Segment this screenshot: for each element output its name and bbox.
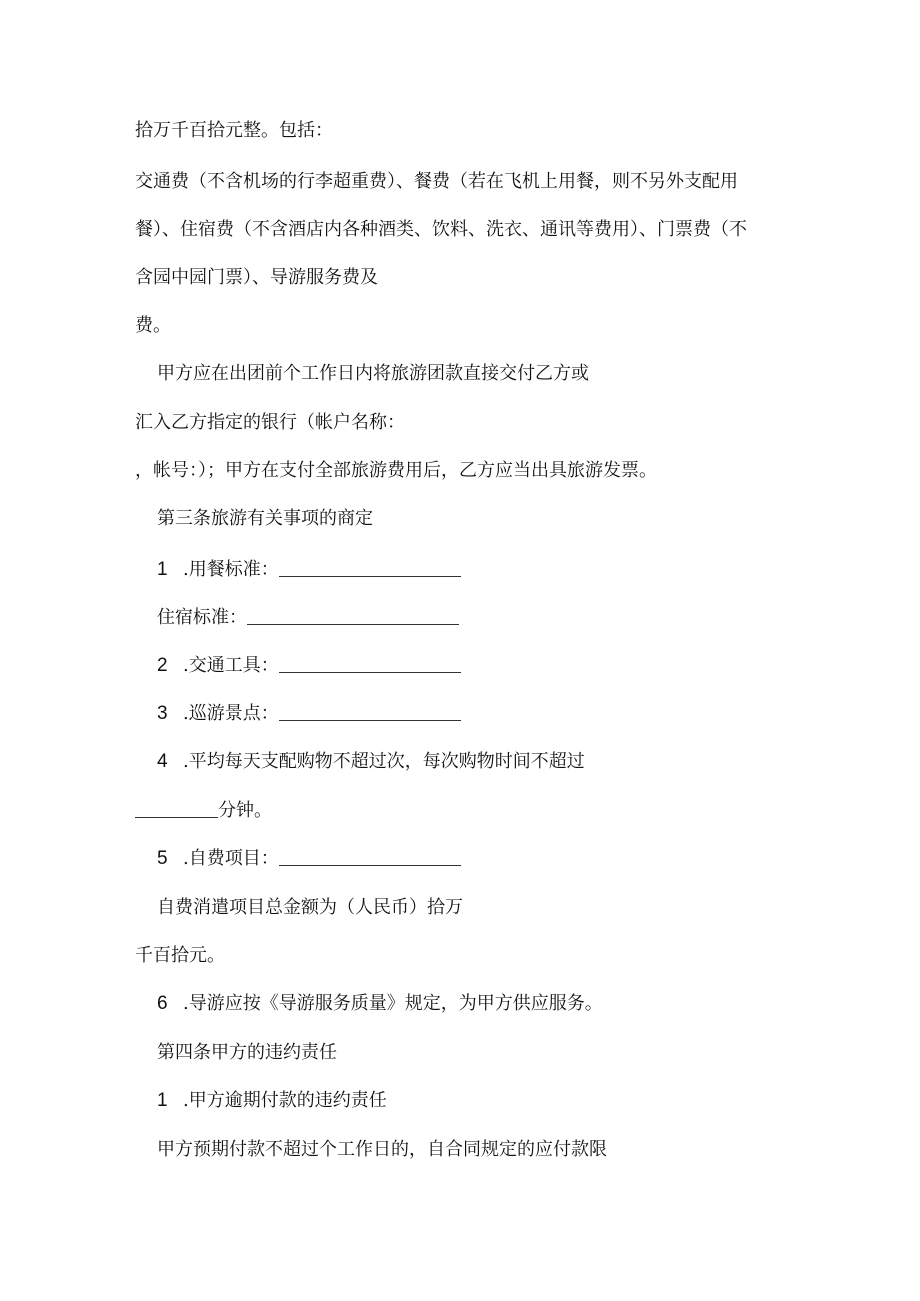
fill-in-blank [279, 654, 461, 673]
line-text: 含园中园门票）、导游服务费及 [135, 267, 378, 288]
list-item [157, 606, 459, 630]
list-item [157, 702, 461, 726]
text-line [135, 459, 657, 483]
fill-in-blank [279, 847, 461, 866]
line-text: 甲方预期付款不超过个工作日的，自合同规定的应付款限 [157, 1139, 607, 1160]
section-heading [157, 1041, 337, 1065]
list-item [157, 992, 603, 1016]
list-item [157, 558, 461, 582]
line-text: 千百拾元。 [135, 945, 225, 966]
item-label: .导游应按《导游服务质量》规定，为甲方供应服务。 [183, 993, 603, 1014]
line-text: 汇入乙方指定的银行（帐户名称： [135, 412, 405, 433]
fill-in-blank [279, 558, 461, 577]
item-number: 4 [157, 751, 168, 772]
item-label: .用餐标准： [183, 559, 279, 580]
text-line [135, 944, 225, 968]
line-text: 第四条甲方的违约责任 [157, 1042, 337, 1063]
list-item [157, 750, 585, 774]
text-line [157, 362, 589, 386]
text-line [135, 170, 738, 194]
line-text: 交通费（不含机场的行李超重费）、餐费（若在飞机上用餐，则不另外支配用 [135, 171, 738, 192]
text-line [157, 896, 463, 920]
line-text: ，帐号：）；甲方在支付全部旅游费用后，乙方应当出具旅游发票。 [135, 460, 657, 481]
item-number: 6 [157, 993, 168, 1014]
item-label: .交通工具： [183, 655, 279, 676]
item-label: .甲方逾期付款的违约责任 [183, 1090, 387, 1111]
item-number: 1 [157, 1090, 168, 1111]
fill-in-blank [135, 799, 218, 818]
fill-in-blank [279, 702, 461, 721]
line-text: 第三条旅游有关事项的商定 [157, 508, 373, 529]
text-line [135, 119, 333, 143]
list-item [157, 1089, 387, 1113]
item-number: 1 [157, 559, 168, 580]
line-text: 自费消遣项目总金额为（人民币）拾万 [157, 897, 463, 918]
line-text: 甲方应在出团前个工作日内将旅游团款直接交付乙方或 [157, 363, 589, 384]
list-item [157, 654, 461, 678]
text-line [135, 218, 747, 242]
text-line [135, 266, 378, 290]
line-text: 餐）、住宿费（不含酒店内各种酒类、饮料、洗衣、通讯等费用）、门票费（不 [135, 219, 747, 240]
item-number: 2 [157, 655, 168, 676]
line-text: 费。 [135, 315, 171, 336]
line-text: 拾万千百拾元整。包括： [135, 120, 333, 141]
fill-in-blank [247, 606, 459, 625]
item-label: .平均每天支配购物不超过次，每次购物时间不超过 [183, 751, 585, 772]
item-number: 3 [157, 703, 168, 724]
text-line [135, 314, 171, 338]
text-line [135, 799, 272, 823]
list-item [157, 847, 461, 871]
section-heading [157, 507, 373, 531]
item-label: 住宿标准： [157, 607, 247, 628]
text-line [135, 411, 405, 435]
line-text: 分钟。 [218, 800, 272, 821]
item-label: .巡游景点： [183, 703, 279, 724]
item-number: 5 [157, 848, 168, 869]
text-line [157, 1138, 607, 1162]
item-label: .自费项目： [183, 848, 279, 869]
